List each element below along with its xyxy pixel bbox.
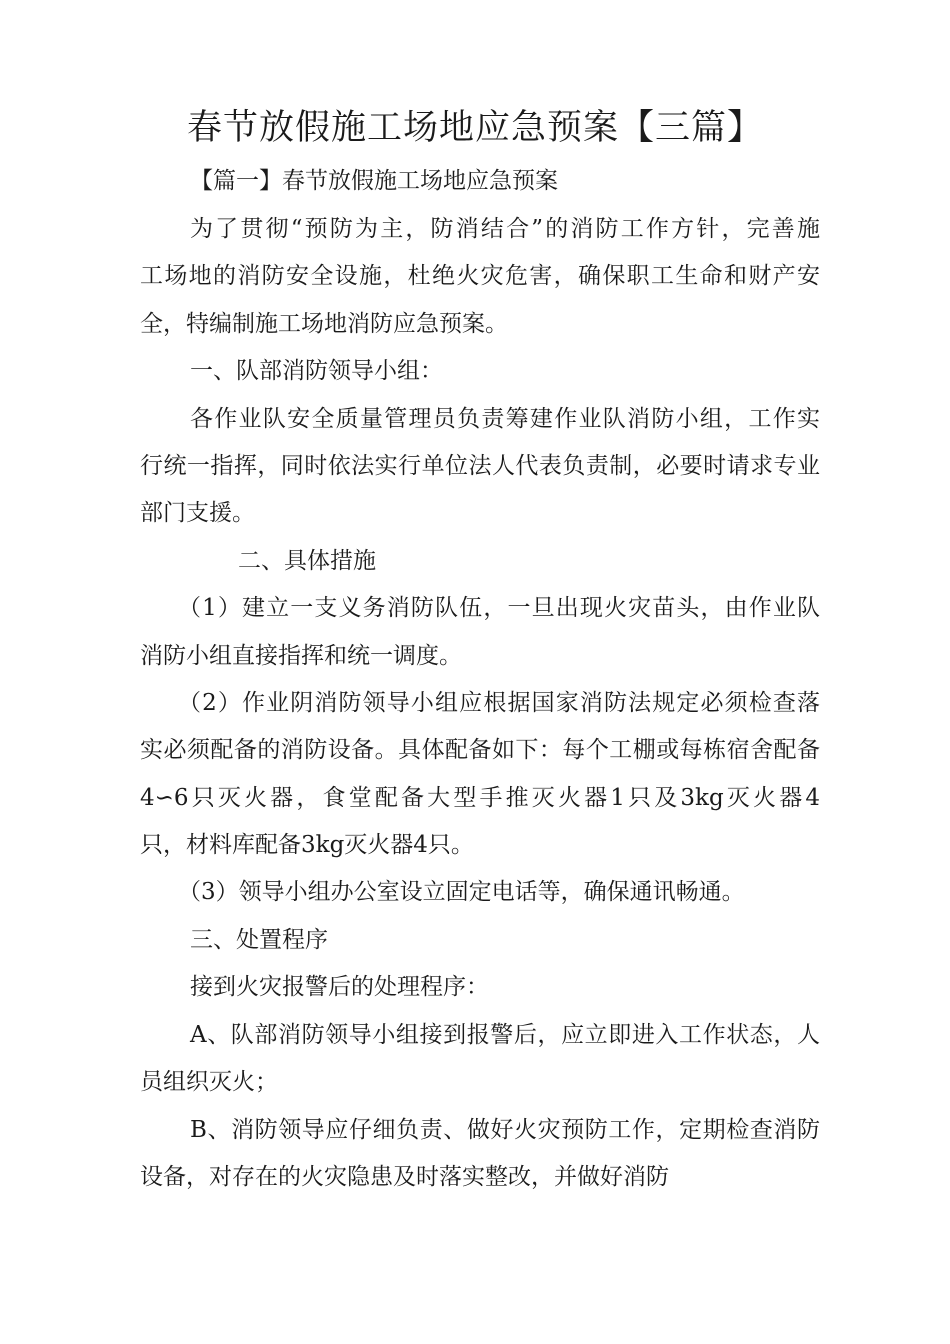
section-heading-measures: 二、具体措施 — [238, 548, 376, 574]
paragraph-line: 设备，对存在的火灾隐患及时落实整改，并做好消防 — [140, 1164, 669, 1190]
paragraph-line: （3）领导小组办公室设立固定电话等，确保通讯畅通。 — [178, 879, 745, 905]
paragraph-line: 全，特编制施工场地消防应急预案。 — [140, 311, 508, 337]
paragraph-line: 只，材料库配备3kg灭火器4只。 — [140, 832, 474, 858]
paragraph-line: 员组织灭火； — [140, 1069, 278, 1095]
section-heading-part-one: 【篇一】春节放假施工场地应急预案 — [190, 168, 558, 194]
document-title: 春节放假施工场地应急预案【三篇】 — [186, 108, 763, 148]
paragraph-line: （2）作业阴消防领导小组应根据国家消防法规定必须检查落 — [178, 690, 820, 716]
paragraph-line: B、消防领导应仔细负责、做好火灾预防工作，定期检查消防 — [190, 1117, 820, 1143]
paragraph-line: 实必须配备的消防设备。具体配备如下：每个工棚或每栋宿舍配备 — [140, 737, 820, 763]
paragraph-line: 4∽6只灭火器，食堂配备大型手推灭火器1只及3kg灭火器4 — [140, 785, 820, 811]
paragraph-line: 各作业队安全质量管理员负责筹建作业队消防小组，工作实 — [190, 406, 820, 432]
paragraph-line: （1）建立一支义务消防队伍，一旦出现火灾苗头，由作业队 — [178, 595, 820, 621]
section-heading-leadership: 一、队部消防领导小组： — [190, 358, 443, 384]
paragraph-line: 部门支援。 — [140, 500, 255, 526]
paragraph-line: 行统一指挥，同时依法实行单位法人代表负责制，必要时请求专业 — [140, 453, 820, 479]
paragraph-line: 为了贯彻“预防为主，防消结合”的消防工作方针，完善施 — [190, 216, 820, 242]
paragraph-line: 工场地的消防安全设施，杜绝火灾危害，确保职工生命和财产安 — [140, 263, 820, 289]
paragraph-line: A、队部消防领导小组接到报警后，应立即进入工作状态，人 — [190, 1022, 820, 1048]
section-heading-procedure: 三、处置程序 — [190, 927, 328, 953]
paragraph-line: 接到火灾报警后的处理程序： — [190, 974, 489, 1000]
paragraph-line: 消防小组直接指挥和统一调度。 — [140, 643, 462, 669]
